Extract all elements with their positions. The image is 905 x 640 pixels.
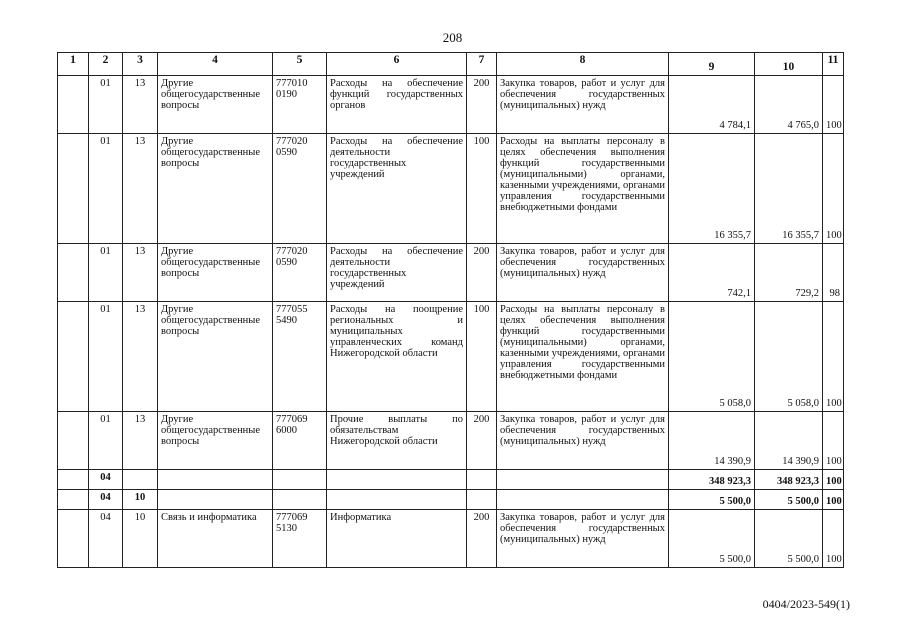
cell-subsection: 13 xyxy=(123,76,158,134)
cell-subsection-name: Связь и информатика xyxy=(158,510,273,568)
col-header-10: 10 xyxy=(755,53,823,76)
cell-percent: 100 xyxy=(823,490,844,510)
cell-target-name: Информатика xyxy=(327,510,467,568)
cell-planned: 5 500,0 xyxy=(669,510,755,568)
cell-expense-type xyxy=(467,490,497,510)
cell-subsection: 13 xyxy=(123,244,158,302)
budget-table xyxy=(57,52,844,568)
cell-target-code: 777055 5490 xyxy=(273,302,327,412)
cell-actual: 5 500,0 xyxy=(755,490,823,510)
cell-percent: 100 xyxy=(823,134,844,244)
col-header-3: 3 xyxy=(123,53,158,76)
cell-target-code: 777020 0590 xyxy=(273,244,327,302)
cell-expense-name xyxy=(497,490,669,510)
cell-expense-name: Закупка товаров, работ и услуг для обеспечения государственных (муниципальных) нужд xyxy=(497,244,669,302)
summary-row-subsection xyxy=(58,490,844,510)
col-header-8: 8 xyxy=(497,53,669,76)
table-row xyxy=(58,134,844,244)
cell-planned: 16 355,7 xyxy=(669,134,755,244)
cell-c1 xyxy=(58,470,89,490)
cell-expense-type xyxy=(467,470,497,490)
col-header-9: 9 xyxy=(669,53,755,76)
col-header-6: 6 xyxy=(327,53,467,76)
table-row xyxy=(58,76,844,134)
col-header-4: 4 xyxy=(158,53,273,76)
cell-c1 xyxy=(58,510,89,568)
table-row xyxy=(58,412,844,470)
cell-percent: 100 xyxy=(823,302,844,412)
cell-expense-name: Закупка товаров, работ и услуг для обеспечения государственных (муниципальных) нужд xyxy=(497,510,669,568)
cell-actual: 4 765,0 xyxy=(755,76,823,134)
cell-subsection xyxy=(123,470,158,490)
cell-subsection: 13 xyxy=(123,134,158,244)
document-code: 0404/2023-549(1) xyxy=(762,597,850,611)
cell-section: 04 xyxy=(89,490,123,510)
cell-actual: 16 355,7 xyxy=(755,134,823,244)
cell-percent: 100 xyxy=(823,76,844,134)
col-header-7: 7 xyxy=(467,53,497,76)
cell-subsection: 13 xyxy=(123,302,158,412)
cell-expense-type: 200 xyxy=(467,510,497,568)
cell-section: 04 xyxy=(89,510,123,568)
cell-c1 xyxy=(58,244,89,302)
cell-expense-name: Расходы на выплаты персоналу в целях обеспечения выполнения функций государственными (муниципальными) органами, казенными учреждениями, органами управления государственными внебюджетными фондами xyxy=(497,134,669,244)
cell-target-name xyxy=(327,470,467,490)
cell-subsection: 10 xyxy=(123,490,158,510)
cell-subsection-name: Другие общегосударственные вопросы xyxy=(158,244,273,302)
cell-c1 xyxy=(58,490,89,510)
cell-target-code: 777069 6000 xyxy=(273,412,327,470)
cell-section: 04 xyxy=(89,470,123,490)
cell-percent: 98 xyxy=(823,244,844,302)
cell-actual: 729,2 xyxy=(755,244,823,302)
cell-target-name: Расходы на обеспечение функций государственных органов xyxy=(327,76,467,134)
col-header-1: 1 xyxy=(58,53,89,76)
cell-target-name: Расходы на поощрение региональных и муниципальных управленческих команд Нижегородской области xyxy=(327,302,467,412)
cell-actual: 5 500,0 xyxy=(755,510,823,568)
cell-subsection-name: Другие общегосударственные вопросы xyxy=(158,134,273,244)
cell-target-code xyxy=(273,470,327,490)
cell-percent: 100 xyxy=(823,510,844,568)
cell-expense-name: Расходы на выплаты персоналу в целях обеспечения выполнения функций государственными (муниципальными) органами, казенными учреждениями, органами управления государственными внебюджетными фондами xyxy=(497,302,669,412)
cell-c1 xyxy=(58,412,89,470)
cell-section: 01 xyxy=(89,302,123,412)
summary-row-section xyxy=(58,470,844,490)
cell-planned: 348 923,3 xyxy=(669,470,755,490)
header-row xyxy=(58,53,844,76)
cell-target-code: 777069 5130 xyxy=(273,510,327,568)
cell-expense-type: 200 xyxy=(467,412,497,470)
cell-expense-name xyxy=(497,470,669,490)
cell-expense-type: 100 xyxy=(467,302,497,412)
cell-c1 xyxy=(58,76,89,134)
cell-actual: 5 058,0 xyxy=(755,302,823,412)
cell-expense-type: 200 xyxy=(467,244,497,302)
cell-target-code: 777010 0190 xyxy=(273,76,327,134)
cell-target-name: Расходы на обеспечение деятельности государственных учреждений xyxy=(327,134,467,244)
cell-actual: 348 923,3 xyxy=(755,470,823,490)
cell-target-code: 777020 0590 xyxy=(273,134,327,244)
cell-c1 xyxy=(58,134,89,244)
cell-target-name: Прочие выплаты по обязательствам Нижегородской области xyxy=(327,412,467,470)
cell-expense-name: Закупка товаров, работ и услуг для обеспечения государственных (муниципальных) нужд xyxy=(497,76,669,134)
cell-target-name: Расходы на обеспечение деятельности государственных учреждений xyxy=(327,244,467,302)
cell-expense-type: 100 xyxy=(467,134,497,244)
col-header-5: 5 xyxy=(273,53,327,76)
cell-target-name xyxy=(327,490,467,510)
col-header-2: 2 xyxy=(89,53,123,76)
col-header-11: 11 xyxy=(823,53,844,76)
cell-subsection-name: Другие общегосударственные вопросы xyxy=(158,76,273,134)
cell-percent: 100 xyxy=(823,470,844,490)
cell-subsection-name xyxy=(158,490,273,510)
cell-expense-type: 200 xyxy=(467,76,497,134)
cell-expense-name: Закупка товаров, работ и услуг для обеспечения государственных (муниципальных) нужд xyxy=(497,412,669,470)
cell-section: 01 xyxy=(89,134,123,244)
cell-actual: 14 390,9 xyxy=(755,412,823,470)
cell-subsection-name: Другие общегосударственные вопросы xyxy=(158,302,273,412)
cell-planned: 4 784,1 xyxy=(669,76,755,134)
table-row xyxy=(58,510,844,568)
cell-planned: 5 058,0 xyxy=(669,302,755,412)
page-number: 208 xyxy=(442,30,463,45)
table-row xyxy=(58,302,844,412)
cell-subsection: 13 xyxy=(123,412,158,470)
cell-planned: 5 500,0 xyxy=(669,490,755,510)
cell-section: 01 xyxy=(89,244,123,302)
cell-percent: 100 xyxy=(823,412,844,470)
cell-planned: 14 390,9 xyxy=(669,412,755,470)
cell-planned: 742,1 xyxy=(669,244,755,302)
cell-target-code xyxy=(273,490,327,510)
cell-subsection-name: Другие общегосударственные вопросы xyxy=(158,412,273,470)
cell-section: 01 xyxy=(89,412,123,470)
cell-section: 01 xyxy=(89,76,123,134)
cell-subsection: 10 xyxy=(123,510,158,568)
cell-subsection-name xyxy=(158,470,273,490)
table-row xyxy=(58,244,844,302)
cell-c1 xyxy=(58,302,89,412)
